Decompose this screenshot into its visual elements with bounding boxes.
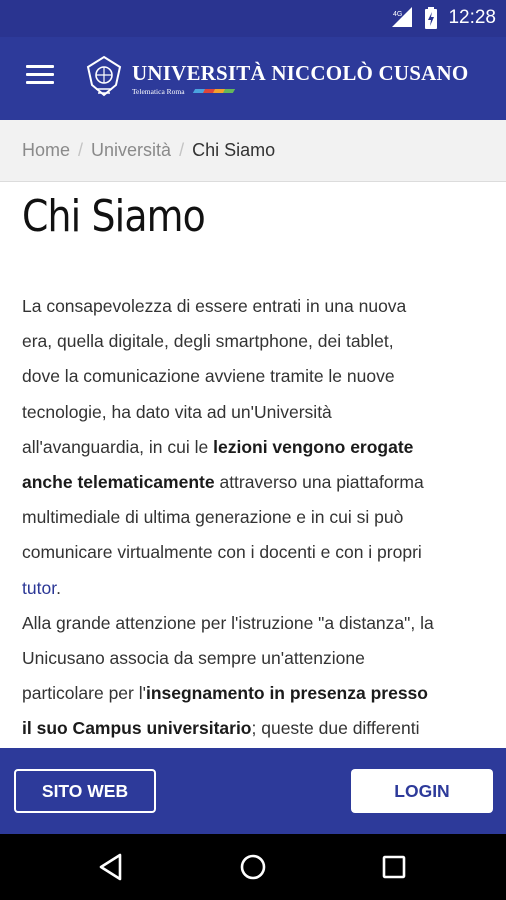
- signal-icon: [390, 7, 414, 29]
- breadcrumb: [0, 120, 506, 182]
- breadcrumb-universita[interactable]: Università: [91, 140, 172, 160]
- article-body: [22, 289, 492, 747]
- app-bar: [0, 37, 506, 120]
- bold-text: insegnamento in presenza presso: [145, 683, 428, 704]
- text-line: Alla grande attenzione per l'istruzione "a distanza", la: [22, 612, 434, 633]
- text-line: all'avanguardia, in cui le lezioni vengono erogate: [22, 436, 414, 457]
- seal-icon: [84, 55, 124, 99]
- logo-title: UNIVERSITÀ NICCOLÒ CUSANO: [132, 61, 469, 85]
- text-line: tutor.: [22, 577, 61, 598]
- back-icon[interactable]: [96, 851, 128, 883]
- hamburger-icon: [26, 65, 54, 68]
- page-content[interactable]: [0, 183, 506, 748]
- text-line: comunicare virtualmente con i docenti e con i propri: [22, 542, 422, 563]
- text-line: tecnologie, ha dato vita ad un'Università: [22, 401, 332, 422]
- text-line: multimediale di ultima generazione e in cui si può: [22, 507, 404, 528]
- logo-subtitle: Telematica Roma: [132, 87, 185, 96]
- status-time: 12:28: [448, 7, 496, 28]
- text-line: particolare per l'insegnamento in presenza presso: [22, 683, 428, 704]
- sito-web-button[interactable]: SITO WEB: [14, 769, 156, 813]
- logo-stripes: [193, 89, 235, 93]
- text-line: La consapevolezza di essere entrati in una nuova: [22, 296, 407, 316]
- breadcrumb-home[interactable]: Home: [22, 140, 71, 160]
- university-logo[interactable]: [84, 55, 469, 101]
- status-bar: [0, 0, 506, 37]
- breadcrumb-separator: /: [78, 140, 84, 160]
- android-nav-bar: [0, 834, 506, 900]
- breadcrumb-separator: /: [179, 140, 185, 160]
- status-icons: [390, 7, 496, 29]
- recents-icon[interactable]: [378, 851, 410, 883]
- tutor-link[interactable]: tutor: [22, 577, 57, 598]
- bold-text: il suo Campus universitario: [22, 718, 252, 739]
- hamburger-menu-button[interactable]: [26, 65, 54, 87]
- battery-icon: [424, 7, 438, 29]
- svg-text:4G: 4G: [393, 11, 403, 18]
- bold-text: anche telematicamente: [22, 472, 215, 493]
- login-button[interactable]: LOGIN: [351, 769, 493, 813]
- text-line: anche telematicamente attraverso una piattaforma: [22, 472, 424, 493]
- home-icon[interactable]: [237, 851, 269, 883]
- page-title: Chi Siamo: [22, 191, 205, 242]
- bold-text: lezioni vengono erogate: [213, 436, 414, 457]
- bottom-action-bar: [0, 748, 506, 834]
- text-line: il suo Campus universitario; queste due differenti: [22, 718, 420, 739]
- text-line: era, quella digitale, degli smartphone, dei tablet,: [22, 331, 394, 352]
- breadcrumb-current: Chi Siamo: [192, 140, 276, 160]
- text-line: Unicusano associa da sempre un'attenzione: [22, 648, 365, 669]
- text-line: dove la comunicazione avviene tramite le nuove: [22, 366, 395, 387]
